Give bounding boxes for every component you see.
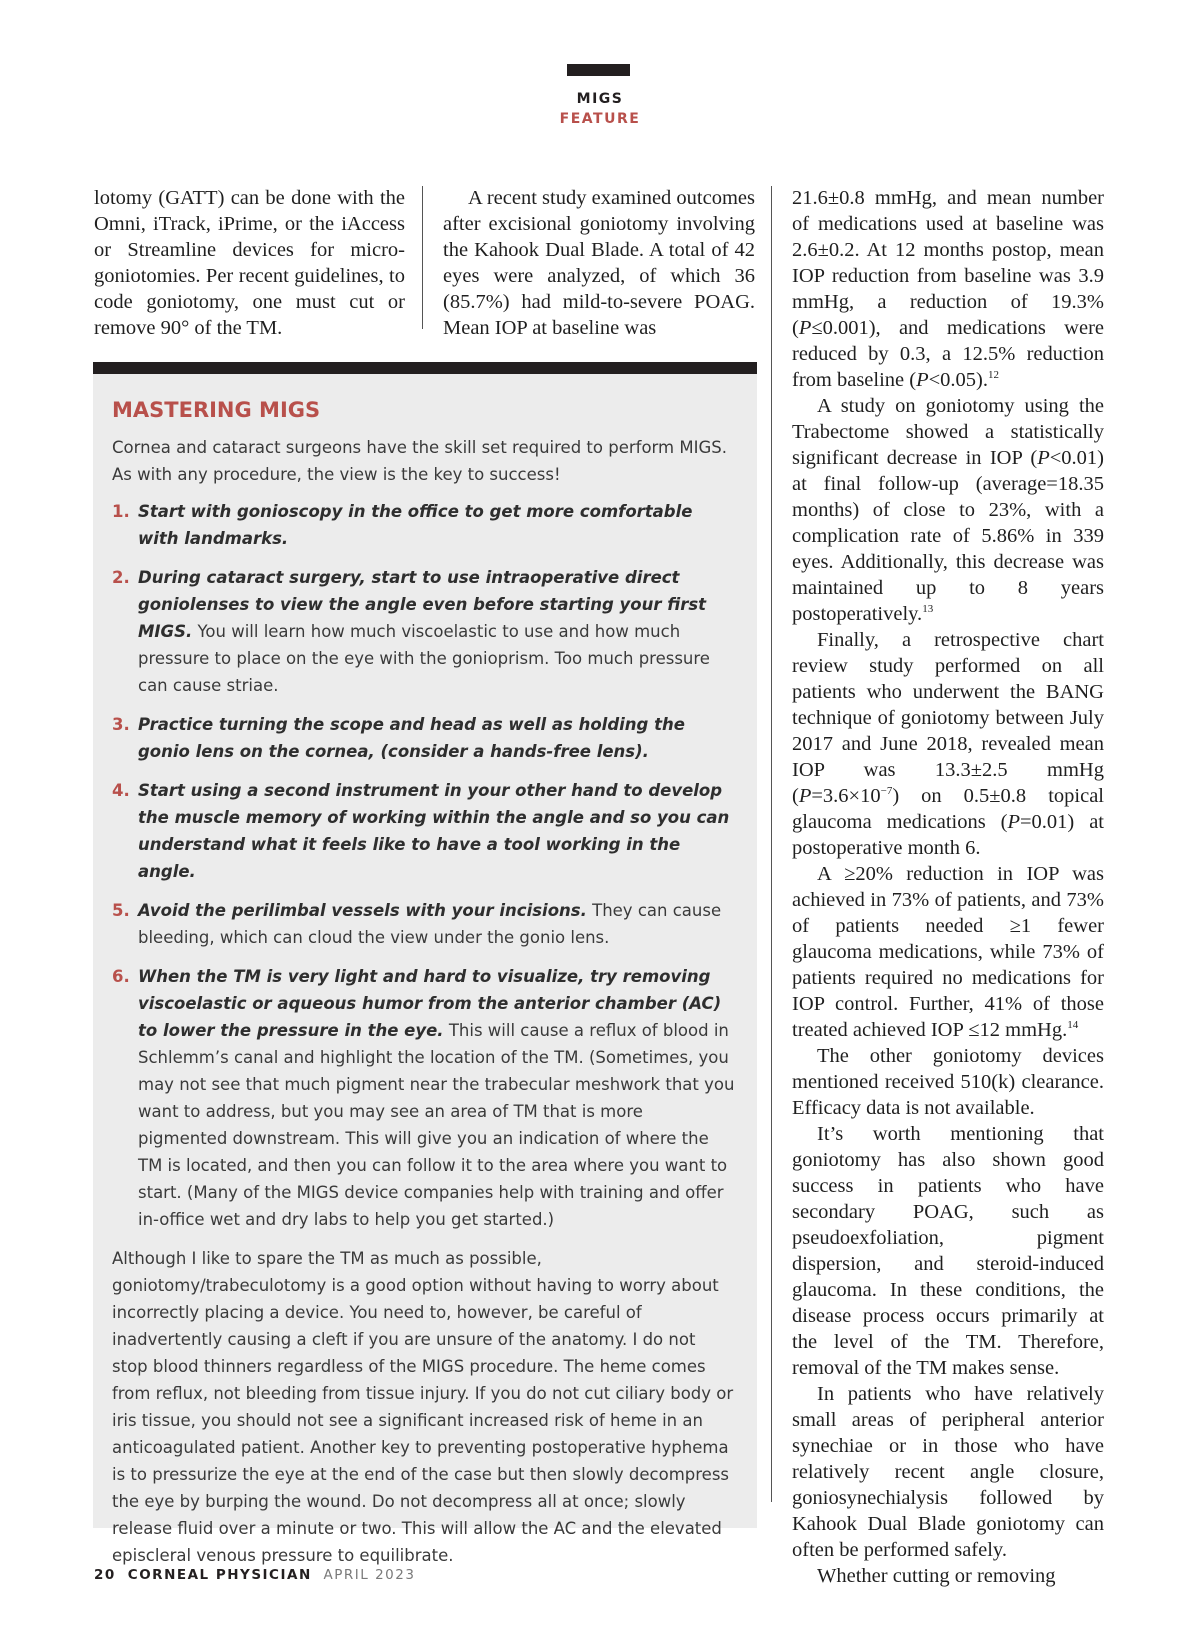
paragraph: It’s worth mentioning that goniotomy has also shown good success in patients who have secondary POAG, such as pseudoexfoliation, pigment dispersion, and steroid-induced glaucoma. In these conditions, the disease process occurs primarily at the level of the TM. Therefore, removal of the TM makes sense. bbox=[792, 1123, 1104, 1379]
list-item: 6. When the TM is very light and hard to visualize, try removing viscoelastic or aqueous humor from the anterior chamber (AC) to lower the pressure in the eye. This will cause a reflux of blood in Schlemm’s canal and highlight the location of the TM. (Sometimes, you may not see that much pigment near the trabecular meshwork that you want to address, but you may see an area of TM that is more pigmented downstream. This will give you an indication of where the TM is located, and then you can follow it to the area where you want to start. (Many of the MIGS device companies help with training and offer in-office wet and dry labs to help you get started.) bbox=[112, 963, 735, 1233]
paragraph: Whether cutting or removing bbox=[817, 1565, 1056, 1587]
paragraph: In patients who have relatively small areas of peripheral anterior synechiae or in those who have relatively recent angle closure, goniosynechialysis followed by Kahook Dual Blade goniotomy can often be performed safely. bbox=[792, 1383, 1104, 1561]
list-number: 1. bbox=[112, 502, 130, 521]
sidebar-mastering-migs bbox=[93, 374, 757, 1565]
column-2 bbox=[443, 185, 755, 341]
list-item: 4. Start using a second instrument in your other hand to develop the muscle memory of working within the angle and so you can understand what it feels like to have a tool working in the angle. bbox=[112, 777, 735, 885]
list-item: 3. Practice turning the scope and head as well as holding the gonio lens on the cornea, (consider a hands-free lens). bbox=[112, 711, 735, 765]
paragraph: 21.6±0.8 mmHg, and mean number of medications used at baseline was 2.6±0.2. At 12 months postop, mean IOP reduction from baseline was 3.9 mmHg, a reduction of 19.3% (P≤0.001), and medications were reduced by 0.3, a 12.5% reduction from baseline (P<0.05).$^{12}$ bbox=[792, 187, 1104, 391]
list-number: 2. bbox=[112, 568, 130, 587]
list-number: 4. bbox=[112, 781, 130, 800]
citation: 12 bbox=[988, 369, 1000, 382]
list-number: 5. bbox=[112, 901, 130, 920]
issue-date: APRIL 2023 bbox=[323, 1567, 416, 1583]
sidebar-outro: Although I like to spare the TM as much as possible, goniotomy/trabeculotomy is a good option without having to worry about incorrectly placing a device. You need to, however, be careful of inadvertently causing a cleft if you are unsure of the anatomy. I do not stop blood thinners regardless of the MIGS procedure. The heme comes from reflux, not bleeding from tissue injury. If you do not cut ciliary body or iris tissue, you should not see a significant increased risk of heme in an anticoagulated patient. Another key to preventing postoperative hyphema is to pressurize the eye at the end of the case but then slowly decompress the eye by burping the wound. Do not decompress all at once; slowly release fluid over a minute or two. This will allow the AC and the elevated episcleral venous pressure to equilibrate. bbox=[112, 1249, 734, 1565]
paragraph: A ≥20% reduction in IOP was achieved in 73% of patients, and 73% of patients needed ≥1 fewer glaucoma medications, while 73% of patients required no medications for IOP control. Further, 41% of those treated achieved IOP ≤12 mmHg.$^{14}$ bbox=[792, 863, 1104, 1041]
subsection-label: FEATURE bbox=[559, 111, 641, 127]
sidebar-title: MASTERING MIGS bbox=[112, 398, 321, 422]
column-rule bbox=[771, 186, 772, 1502]
section-label: MIGS bbox=[576, 91, 624, 107]
page-number: 20 bbox=[94, 1567, 116, 1583]
list-item: 5. Avoid the perilimbal vessels with your incisions. They can cause bleeding, which can cloud the view under the gonio lens. bbox=[112, 897, 735, 951]
sidebar-top-bar bbox=[93, 362, 757, 374]
publication-name: CORNEAL PHYSICIAN bbox=[127, 1567, 312, 1583]
column-rule bbox=[422, 186, 423, 329]
paragraph: Finally, a retrospective chart review study performed on all patients who underwent the BANG technique of goniotomy between July 2017 and June 2018, revealed mean IOP was 13.3±2.5 mmHg $(P=3.6\times 10^{-7})$ on 0.5±0.8 topical glaucoma medications (P=0.01) at postoperative month 6. bbox=[792, 629, 1105, 859]
tips-list bbox=[112, 498, 735, 1233]
footer bbox=[94, 1567, 415, 1583]
header-bar bbox=[567, 64, 630, 76]
paragraph: The other goniotomy devices mentioned received 510(k) clearance. Efficacy data is not available. bbox=[792, 1045, 1104, 1119]
citation: 14 bbox=[1067, 1019, 1079, 1032]
citation: 13 bbox=[922, 603, 934, 616]
paragraph: A study on goniotomy using the Trabectome showed a statistically significant decrease in IOP (P<0.01) at final follow-up (average=18.35 months) of close to 23%, with a complication rate of 5.86% in 339 eyes. Additionally, this decrease was maintained up to 8 years postoperatively.$^{13}$ bbox=[792, 395, 1104, 625]
list-item: 1. Start with gonioscopy in the office to get more comfortable with landmarks. bbox=[112, 498, 735, 552]
sidebar-intro: Cornea and cataract surgeons have the skill set required to perform MIGS. As with any procedure, the view is the key to success! bbox=[112, 438, 727, 484]
paragraph: lotomy (GATT) can be done with the Omni, iTrack, iPrime, or the iAccess or Streamline devices for micro-goniotomies. Per recent guidelines, to code goniotomy, one must cut or remove 90° of the TM. bbox=[94, 187, 405, 339]
column-3 bbox=[792, 185, 1104, 1589]
column-1 bbox=[94, 185, 405, 341]
list-item: 2. During cataract surgery, start to use intraoperative direct goniolenses to view the angle even before starting your first MIGS. You will learn how much viscoelastic to use and how much pressure to place on the eye with the gonioprism. Too much pressure can cause striae. bbox=[112, 564, 735, 699]
paragraph: A recent study examined outcomes after excisional goniotomy involving the Kahook Dual Blade. A total of 42 eyes were analyzed, of which 36 (85.7%) had mild-to-severe POAG. Mean IOP at baseline was bbox=[443, 187, 755, 339]
list-number: 3. bbox=[112, 715, 130, 734]
list-number: 6. bbox=[112, 967, 130, 986]
